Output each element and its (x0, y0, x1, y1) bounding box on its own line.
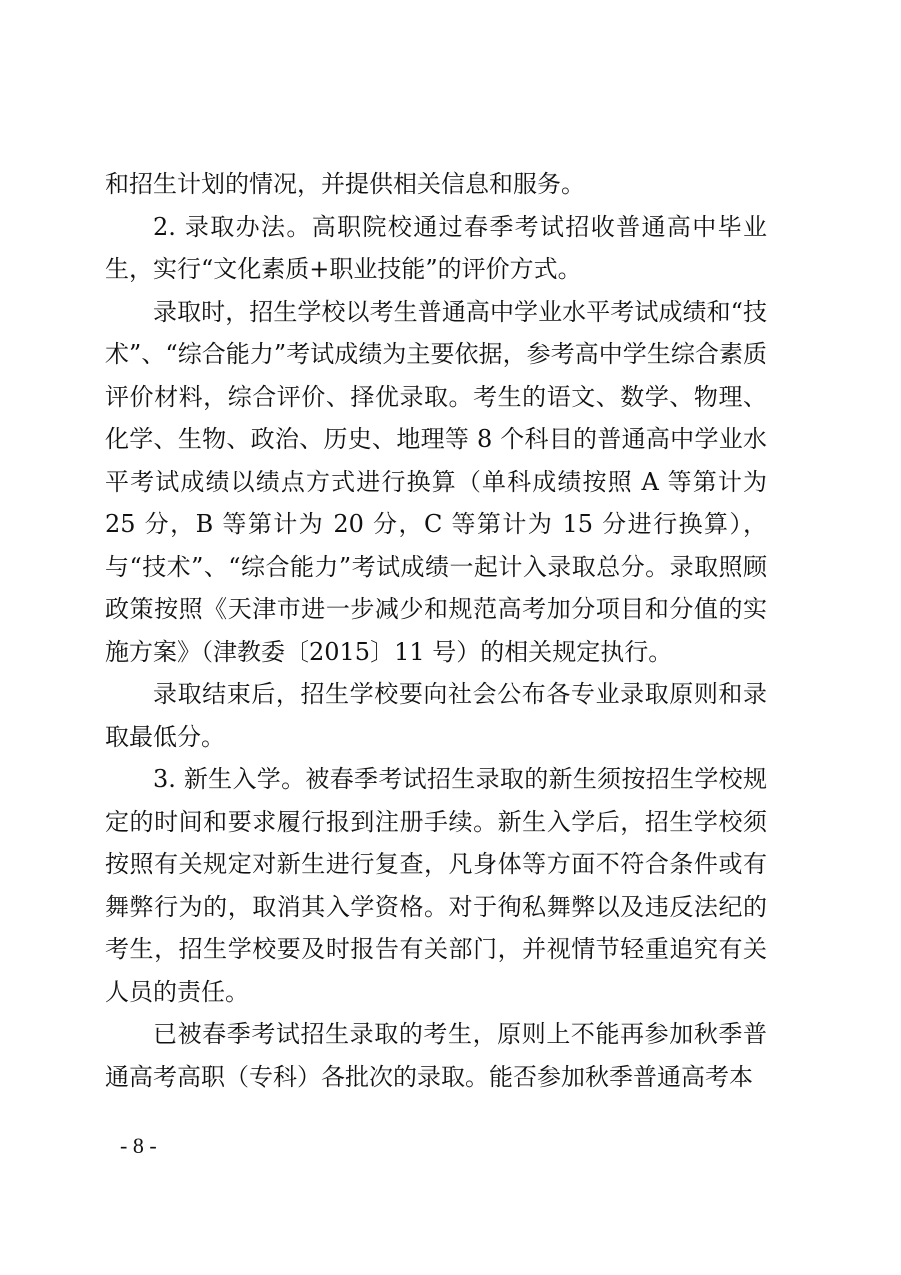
paragraph-admission-method: 2. 录取办法。高职院校通过春季考试招收普通高中毕业生，实行“文化素质+职业技能”的评价方式。 (105, 212, 767, 283)
body-text (105, 163, 767, 1098)
paragraph-admission-criteria: 录取时，招生学校以考生普通高中学业水平考试成绩和“技术”、“综合能力”考试成绩为主要依据，参考高中学生综合素质评价材料，综合评价、择优录取。考生的语文、数学、物理、化学、生物、政治、历史、地理等 8 个科目的普通高中学业水平考试成绩以绩点方式进行换算（单科成绩按照 A 等第计为 25 分，B 等第计为 20 分，C 等第计为 15 分进行换算），与“技术”、“综合能力”考试成绩一起计入录取总分。录取照顾政策按照《天津市进一步减少和规范高考加分项目和分值的实施方案》（津教委〔2015〕11 号）的相关规定执行。 (105, 297, 767, 666)
paragraph-spring-admitted: 已被春季考试招生录取的考生，原则上不能再参加秋季普通高考高职（专科）各批次的录取。能否参加秋季普通高考本 (105, 1020, 767, 1091)
paragraph-continuation: 和招生计划的情况，并提供相关信息和服务。 (105, 170, 585, 198)
page-number: - 8 - (120, 1133, 157, 1158)
paragraph-enrollment: 3. 新生入学。被春季考试招生录取的新生须按招生学校规定的时间和要求履行报到注册手续。新生入学后，招生学校须按照有关规定对新生进行复查，凡身体等方面不符合条件或有舞弊行为的，取消其入学资格。对于徇私舞弊以及违反法纪的考生，招生学校要及时报告有关部门，并视情节轻重追究有关人员的责任。 (105, 765, 767, 1006)
paragraph-after-admission: 录取结束后，招生学校要向社会公布各专业录取原则和录取最低分。 (105, 680, 767, 751)
